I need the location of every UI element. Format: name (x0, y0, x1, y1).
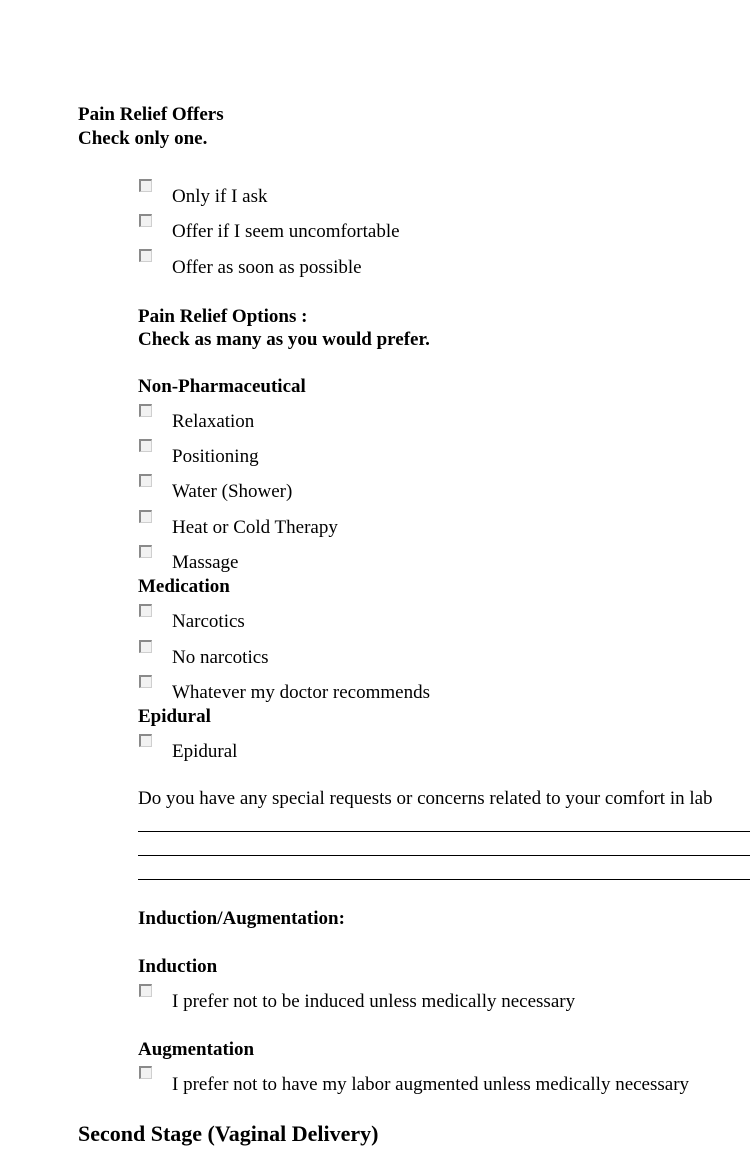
option-label-only-if-i-ask: Only if I ask (172, 186, 268, 207)
checkbox-offer-if-uncomfortable[interactable] (139, 214, 152, 227)
pain-relief-offers-instruction: Check only one. (78, 128, 208, 149)
option-label-massage: Massage (172, 552, 239, 573)
checkbox-narcotics[interactable] (139, 604, 152, 617)
checkbox-heat-cold-therapy[interactable] (139, 510, 152, 523)
induction-augmentation-heading: Induction/Augmentation: (138, 908, 345, 929)
second-stage-heading: Second Stage (Vaginal Delivery) (78, 1121, 379, 1146)
option-label-epidural: Epidural (172, 741, 238, 762)
option-label-heat-cold-therapy: Heat or Cold Therapy (172, 517, 338, 538)
option-label-no-narcotics: No narcotics (172, 647, 269, 668)
answer-line-2[interactable] (138, 855, 750, 856)
checkbox-no-narcotics[interactable] (139, 640, 152, 653)
checkbox-positioning[interactable] (139, 439, 152, 452)
answer-line-3[interactable] (138, 879, 750, 880)
comfort-question: Do you have any special requests or concerns related to your comfort in lab (138, 788, 713, 809)
option-label-positioning: Positioning (172, 446, 259, 467)
pain-relief-offers-heading: Pain Relief Offers (78, 104, 224, 125)
option-label-no-induction: I prefer not to be induced unless medically necessary (172, 991, 576, 1012)
answer-line-1[interactable] (138, 831, 750, 832)
checkbox-relaxation[interactable] (139, 404, 152, 417)
option-label-narcotics: Narcotics (172, 611, 245, 632)
epidural-heading: Epidural (138, 706, 211, 727)
pain-relief-options-heading: Pain Relief Options : (138, 306, 308, 327)
option-label-offer-asap: Offer as soon as possible (172, 257, 362, 278)
option-label-doctor-recommends: Whatever my doctor recommends (172, 682, 430, 703)
checkbox-offer-asap[interactable] (139, 249, 152, 262)
medication-heading: Medication (138, 576, 230, 597)
checkbox-massage[interactable] (139, 545, 152, 558)
pain-relief-options-instruction: Check as many as you would prefer. (138, 329, 430, 350)
checkbox-no-augmentation[interactable] (139, 1066, 152, 1079)
induction-heading: Induction (138, 956, 218, 977)
non-pharmaceutical-heading: Non-Pharmaceutical (138, 376, 306, 397)
augmentation-heading: Augmentation (138, 1039, 255, 1060)
option-label-offer-if-uncomfortable: Offer if I seem uncomfortable (172, 221, 400, 242)
option-label-relaxation: Relaxation (172, 411, 255, 432)
option-label-no-augmentation: I prefer not to have my labor augmented unless medically necessary (172, 1074, 690, 1095)
checkbox-only-if-i-ask[interactable] (139, 179, 152, 192)
checkbox-epidural[interactable] (139, 734, 152, 747)
checkbox-water-shower[interactable] (139, 474, 152, 487)
option-label-water-shower: Water (Shower) (172, 481, 293, 502)
checkbox-no-induction[interactable] (139, 984, 152, 997)
checkbox-doctor-recommends[interactable] (139, 675, 152, 688)
